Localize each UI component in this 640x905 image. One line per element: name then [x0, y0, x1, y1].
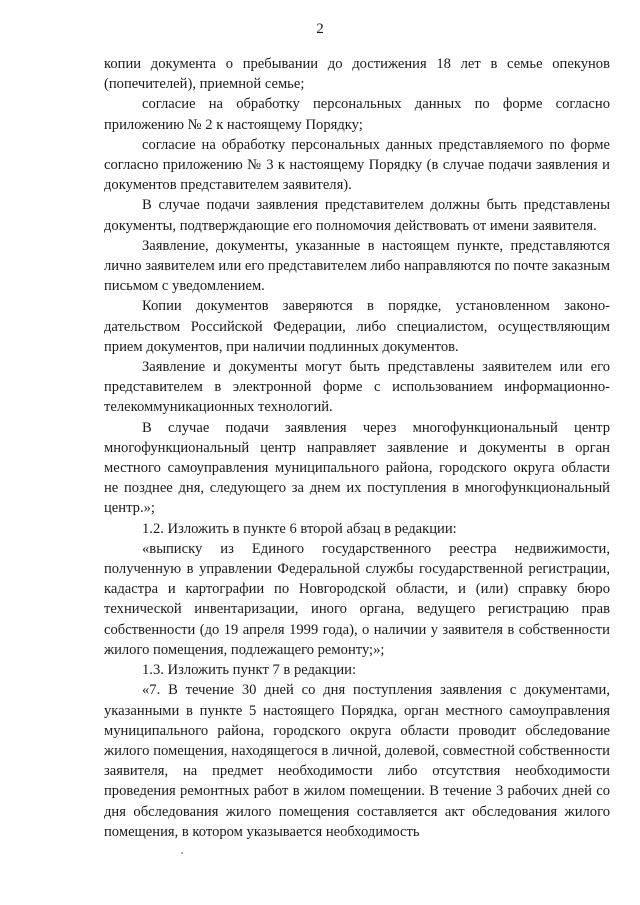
paragraph: копии документа о пребывании до достижения 18 лет в семье опекунов (попечителей), приемной семье; [104, 56, 610, 93]
paragraph: Заявление и документы могут быть представлены заявителем или его представителем в электронной форме с использованием информационно-телекоммуникационных технологий. [104, 359, 610, 416]
paragraph: Копии документов заверяются в порядке, установленном законодательством Российской Федерации, либо специалистом, осуществляющим прием документов, при наличии подлинных документов. [104, 298, 610, 355]
paragraph: Заявление, документы, указанные в настоящем пункте, представляются лично заявителем или его представителем либо направляются по почте заказным письмом с уведомлением. [104, 237, 610, 295]
paragraph: согласие на обработку персональных данных по форме согласно приложению № 2 к настоящему Порядку; [104, 96, 610, 133]
paragraph: согласие на обработку персональных данных представляемого по форме согласно приложению № 3 к настоящему Порядку (в случае подачи заявления и документов представителем заявителя). [104, 136, 610, 194]
paragraph: 1.2. Изложить в пункте 6 второй абзац в редакции: [142, 520, 457, 537]
page-number: 2 [316, 21, 324, 37]
paragraph: В случае подачи заявления представителем должны быть представлены документы, подтверждающие его полномочия действовать от имени заявителя. [104, 197, 610, 234]
paragraph: «выписку из Единого государственного реестра недвижимости, полученную в управлении Федеральной службы государственной регистрации, кадастра и картографии по Новгородской области, и (или) справку бюро технической инвентаризации, иного органа, ведущего регистрацию прав собственности (до 19 апреля 1999 года), о наличии у заявителя в собственности жилого помещения, подлежащего ремонту;»; [104, 540, 610, 658]
paragraph: 1.3. Изложить пункт 7 в редакции: [142, 662, 357, 679]
scan-speck [181, 852, 183, 854]
paragraph: «7. В течение 30 дней со дня поступления заявления с документами, указанными в пункте 5 настоящего Порядка, орган местного самоуправления муниципального района, городского округа области проводит обследование жилого помещения, находящегося в личной, долевой, совместной собственности заявителя, на предмет необходимости либо отсутствия необходимости проведения ремонтных работ в жилом помещении. В течение 3 рабочих дней со дня обследования жилого помещения составляется акт обследования жилого помещения, в котором указывается необходимость [104, 682, 610, 840]
document-body [104, 54, 610, 842]
paragraph: В случае подачи заявления через многофункциональный центр многофункциональный центр направляет заявление и документы в орган местного самоуправления муниципального района, городского округа области не позднее дня, следующего за днем их поступления в многофункциональный центр.»; [104, 419, 610, 517]
